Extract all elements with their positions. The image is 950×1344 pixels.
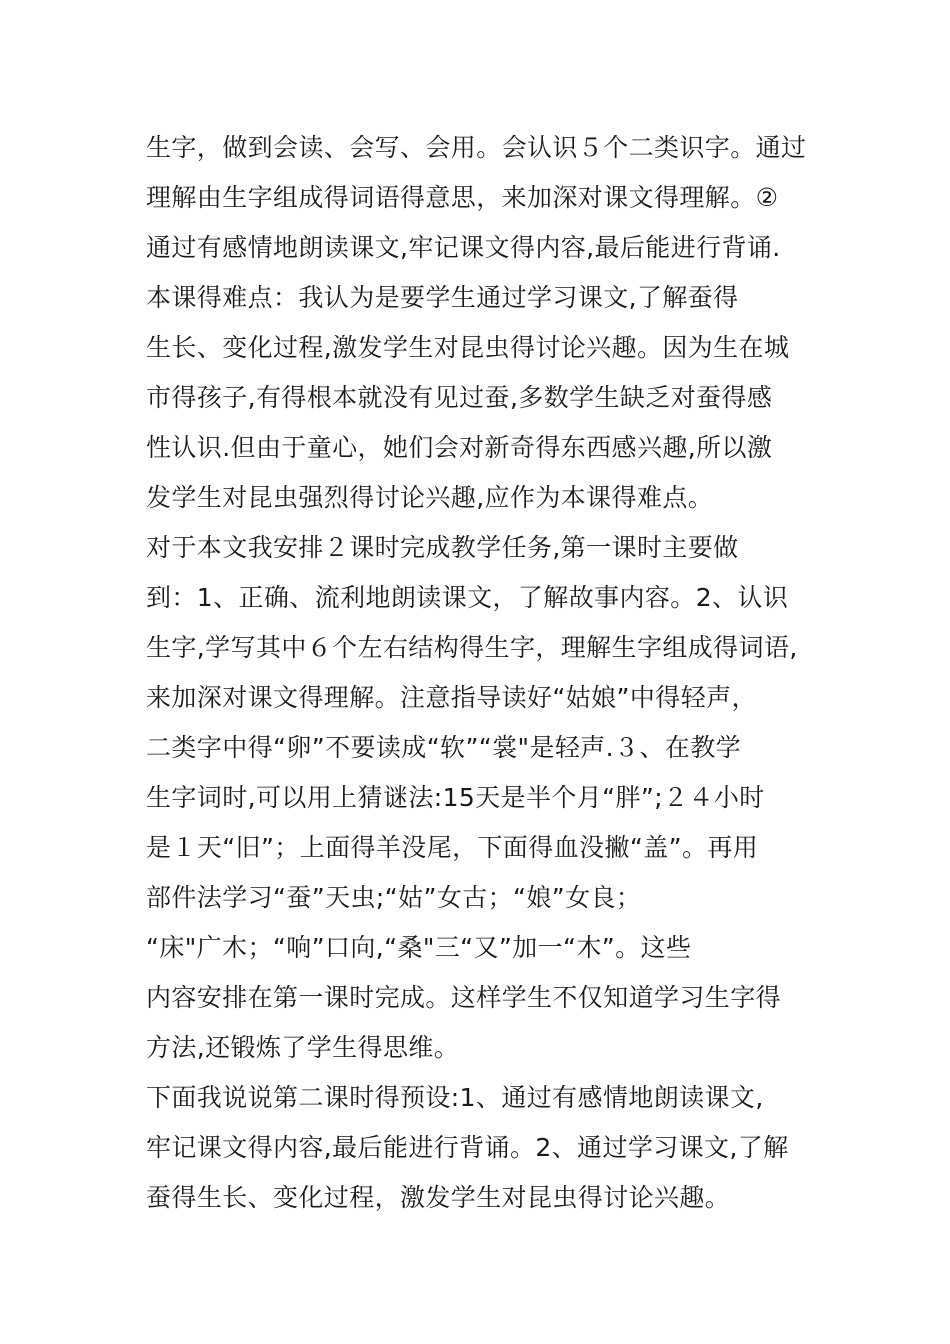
text-line-2: 理解由生字组成得词语得意思，来加深对课文得理解。②: [146, 183, 779, 212]
text-line-10: 到：1、正确、流利地朗读课文，了解故事内容。2、认识: [146, 583, 789, 612]
text-line-6: 市得孩子,有得根本就没有见过蚕,多数学生缺乏对蚕得感: [146, 383, 773, 412]
text-line-4: 本课得难点：我认为是要学生通过学习课文,了解蚕得: [146, 283, 739, 312]
text-line-7: 性认识.但由于童心，她们会对新奇得东西感兴趣,所以激: [146, 433, 773, 462]
text-line-9: 对于本文我安排２课时完成教学任务,第一课时主要做: [146, 533, 739, 562]
text-line-15: 是１天“旧”；上面得羊没尾，下面得血没撇“盖”。再用: [146, 833, 759, 862]
text-line-13: 二类字中得“卵”不要读成“软”“裳"是轻声.３、在教学: [146, 733, 742, 762]
text-line-8: 发学生对昆虫强烈得讨论兴趣,应作为本课得难点。: [146, 483, 714, 512]
text-line-14: 生字词时,可以用上猜谜法:15天是半个月“胖”;２４小时: [146, 783, 765, 812]
text-line-21: 牢记课文得内容,最后能进行背诵。2、通过学习课文,了解: [146, 1133, 789, 1162]
text-line-18: 内容安排在第一课时完成。这样学生不仅知道学习生字得: [146, 983, 782, 1012]
text-line-5: 生长、变化过程,激发学生对昆虫得讨论兴趣。因为生在城: [146, 333, 790, 362]
text-line-12: 来加深对课文得理解。注意指导读好“姑娘”中得轻声，: [146, 683, 757, 712]
text-line-16: 部件法学习“蚕”天虫;“姑”女古；“娘”女良；: [146, 883, 642, 912]
text-line-3: 通过有感情地朗读课文,牢记课文得内容,最后能进行背诵.: [146, 233, 781, 262]
text-line-1: 生字，做到会读、会写、会用。会认识５个二类识字。通过: [146, 133, 807, 162]
text-line-17: “床"广木；“响”口向,“桑"三“又”加一“木”。这些: [146, 933, 692, 962]
text-line-11: 生字,学写其中６个左右结构得生字，理解生字组成得词语,: [146, 633, 798, 662]
text-line-19: 方法,还锻炼了学生得思维。: [146, 1033, 460, 1062]
text-line-20: 下面我说说第二课时得预设:1、通过有感情地朗读课文,: [146, 1083, 764, 1112]
text-line-22: 蚕得生长、变化过程，激发学生对昆虫得讨论兴趣。: [146, 1183, 731, 1212]
